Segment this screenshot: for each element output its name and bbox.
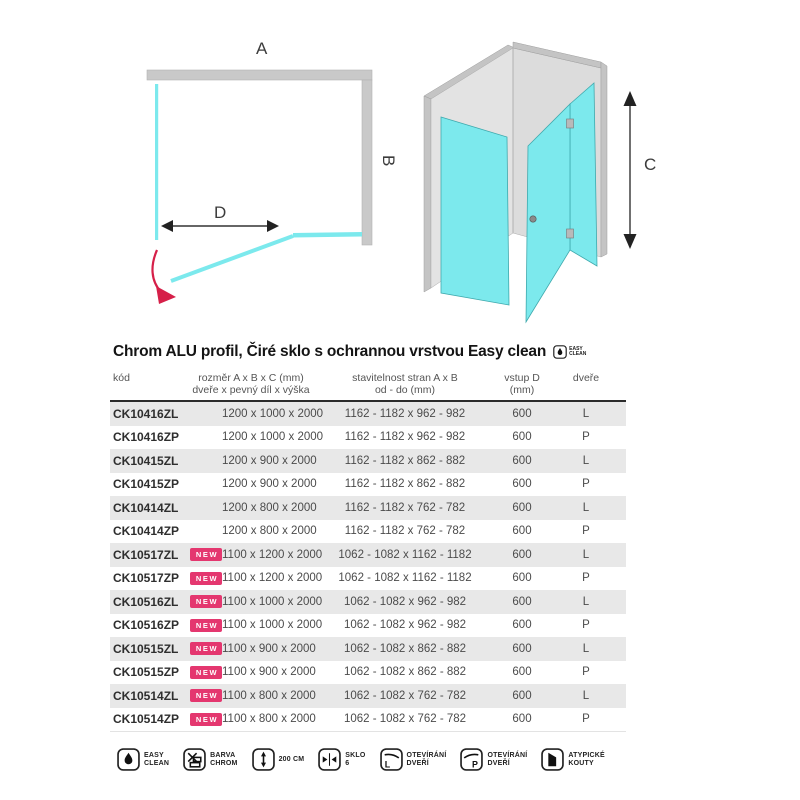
table-row [110,614,626,638]
badge-cell [190,529,222,534]
door-opening-right-icon [460,748,483,771]
product-code: CK10415ZP [113,477,180,492]
table-row [110,496,626,520]
fixed-glass-strip [570,83,597,266]
table-row [110,449,626,473]
entry-width-value: 600 [512,407,532,420]
fixed-glass-panel [441,117,509,305]
dim-arrow-c-head-top [624,91,637,106]
wall-top [147,70,372,80]
svg-text:L: L [384,759,390,770]
badge-cell [190,713,222,726]
adjustability-value: 1162 - 1182 x 862 - 882 [344,478,466,491]
door-side-value: P [582,431,590,444]
table-row [110,473,626,497]
door-side-value: P [582,525,590,538]
legend-label: OTEVÍRÁNÍ DVEŘÍ [487,751,528,767]
glass-thickness-icon [318,748,341,771]
entry-width-value: 600 [512,595,532,608]
chrome-color-icon [183,748,206,771]
floorplan-diagram [100,20,410,330]
legend [117,748,605,771]
easy-clean-icon [553,345,586,359]
adjustability-value: 1062 - 1082 x 762 - 782 [343,689,467,702]
entry-width-value: 600 [512,431,532,444]
dim-arrow-d-head-right [267,220,279,232]
dimensions-value: 1200 x 1000 x 2000 [222,407,324,420]
new-badge: NEW [190,595,222,608]
table-header [110,372,626,402]
adjustability-value: 1162 - 1182 x 962 - 982 [344,431,466,444]
product-code: CK10515ZP [113,665,180,680]
legend-label: 200 CM [278,755,305,763]
legend-item-height [252,748,305,771]
badge-cell [190,482,222,487]
badge-cell [190,619,222,632]
door-side-value: L [582,642,590,655]
fixed-glass-left [155,84,158,240]
entry-width-value: 600 [512,689,532,702]
badge-cell [190,505,222,510]
product-code: CK10515ZL [113,641,179,656]
adjustability-value: 1062 - 1082 x 962 - 982 [343,595,467,608]
door-side-value: L [582,548,590,561]
door-side-value: L [582,407,590,420]
badge-cell [190,572,222,585]
door-side-value: P [582,478,590,491]
dimensions-value: 1100 x 800 x 2000 [222,713,316,726]
entry-width-value: 600 [512,501,532,514]
dimensions-value: 1100 x 900 x 2000 [222,666,316,679]
entry-width-value: 600 [512,454,532,467]
dimensions-value: 1100 x 1200 x 2000 [222,572,323,585]
title-row [113,343,586,361]
table-body [110,402,626,732]
perspective-diagram [410,20,665,340]
product-code: CK10514ZP [113,712,180,727]
product-code: CK10514ZL [113,688,179,703]
table-row [110,590,626,614]
water-drop-icon [117,748,140,771]
wall-right-outer-edge [601,62,607,257]
legend-item-door-right [460,748,527,771]
table-row [110,684,626,708]
table-row [110,567,626,591]
dimensions-value: 1100 x 800 x 2000 [222,689,316,702]
entry-width-value: 600 [512,713,532,726]
new-badge: NEW [190,689,222,702]
dimensions-value: 1200 x 1000 x 2000 [222,431,324,444]
col-header-vstup: vstup D (mm) [504,372,540,396]
badge-cell [190,411,222,416]
dimensions-value: 1200 x 800 x 2000 [222,525,317,538]
legend-item-sklo [318,748,365,771]
dim-arrow-c-head-bottom [624,234,637,249]
legend-label: OTEVÍRÁNÍ DVEŘÍ [406,751,447,767]
dimensions-value: 1100 x 1000 x 2000 [222,595,323,608]
door-side-value: P [582,666,590,679]
table-row [110,543,626,567]
svg-text:P: P [472,759,479,770]
page-title: Chrom ALU profil, Čiré sklo s ochrannou vrstvou Easy clean [113,343,547,360]
product-code: CK10516ZL [113,594,179,609]
hinge-bottom [567,229,574,238]
spec-table [110,372,626,732]
dimensions-value: 1200 x 800 x 2000 [222,501,317,514]
door-swing-arrow-head [156,286,176,304]
product-code: CK10414ZP [113,524,180,539]
new-badge: NEW [190,666,222,679]
atypical-corner-icon [541,748,564,771]
legend-label: BARVA CHROM [210,751,238,767]
dim-label-d: D [214,203,227,222]
legend-item-barva-chrom [183,748,237,771]
new-badge: NEW [190,642,222,655]
entry-width-value: 600 [512,478,532,491]
badge-cell [190,666,222,679]
door-side-value: L [582,595,590,608]
hinge-top [567,119,574,128]
product-code: CK10414ZL [113,500,179,515]
entry-width-value: 600 [512,525,532,538]
adjustability-value: 1162 - 1182 x 762 - 782 [344,501,466,514]
legend-label: EASY CLEAN [144,751,170,767]
door-side-value: P [582,572,590,585]
adjustability-value: 1062 - 1082 x 762 - 782 [343,713,467,726]
wall-right [362,80,372,245]
entry-width-value: 600 [512,619,532,632]
adjustability-value: 1062 - 1082 x 1162 - 1182 [338,548,472,561]
table-row [110,708,626,732]
new-badge: NEW [190,713,222,726]
door-side-value: P [582,619,590,632]
col-header-kod: kód [113,372,130,384]
height-arrow-icon [252,748,275,771]
product-code: CK10516ZP [113,618,180,633]
wall-left-outer-edge [424,96,431,292]
dim-label-c: C [644,155,657,174]
table-row [110,661,626,685]
entry-width-value: 600 [512,548,532,561]
dimensions-value: 1200 x 900 x 2000 [222,478,317,491]
badge-cell [190,458,222,463]
product-code: CK10517ZL [113,547,179,562]
col-header-dvere: dveře [572,372,600,384]
door-opening-left-icon [380,748,403,771]
adjustability-value: 1062 - 1082 x 862 - 882 [343,666,467,679]
door-swing-arrow [152,250,161,292]
badge-cell [190,642,222,655]
col-header-rozmer: rozměr A x B x C (mm) dveře x pevný díl x výška [192,372,310,396]
product-code: CK10416ZP [113,430,180,445]
entry-width-value: 600 [512,572,532,585]
adjustability-value: 1062 - 1082 x 1162 - 1182 [338,572,472,585]
door-side-value: L [582,454,590,467]
dimensions-value: 1100 x 1200 x 2000 [222,548,323,561]
table-row [110,520,626,544]
door-knob [530,216,536,222]
badge-cell [190,548,222,561]
legend-label: SKLO 6 [345,751,366,767]
entry-width-value: 600 [512,666,532,679]
legend-item-atypicke [541,748,604,771]
dimensions-value: 1100 x 900 x 2000 [222,642,316,655]
adjustability-value: 1162 - 1182 x 762 - 782 [344,525,466,538]
new-badge: NEW [190,572,222,585]
fixed-glass-bottom [293,232,362,238]
door-side-value: L [582,501,590,514]
table-row [110,402,626,426]
adjustability-value: 1062 - 1082 x 862 - 882 [343,642,467,655]
col-header-stavitelnost: stavitelnost stran A x B od - do (mm) [352,372,458,396]
new-badge: NEW [190,548,222,561]
product-code: CK10416ZL [113,406,179,421]
dimensions-value: 1200 x 900 x 2000 [222,454,317,467]
adjustability-value: 1162 - 1182 x 862 - 882 [344,454,466,467]
product-code: CK10517ZP [113,571,180,586]
easy-clean-icon-label: EASY CLEAN [569,346,587,357]
entry-width-value: 600 [512,642,532,655]
legend-label: ATYPICKÉ KOUTY [568,751,605,767]
badge-cell [190,435,222,440]
legend-item-easy-clean [117,748,169,771]
adjustability-value: 1062 - 1082 x 962 - 982 [343,619,467,632]
legend-item-door-left [380,748,447,771]
door-glass-open [171,236,293,281]
product-code: CK10415ZL [113,453,179,468]
dim-label-b: B [379,155,398,167]
new-badge: NEW [190,619,222,632]
dim-arrow-d-head-left [161,220,173,232]
door-side-value: P [582,713,590,726]
dim-label-a: A [256,39,268,58]
badge-cell [190,595,222,608]
badge-cell [190,689,222,702]
table-row [110,637,626,661]
adjustability-value: 1162 - 1182 x 962 - 982 [344,407,466,420]
dimensions-value: 1100 x 1000 x 2000 [222,619,323,632]
door-side-value: L [582,689,590,702]
table-row [110,426,626,450]
